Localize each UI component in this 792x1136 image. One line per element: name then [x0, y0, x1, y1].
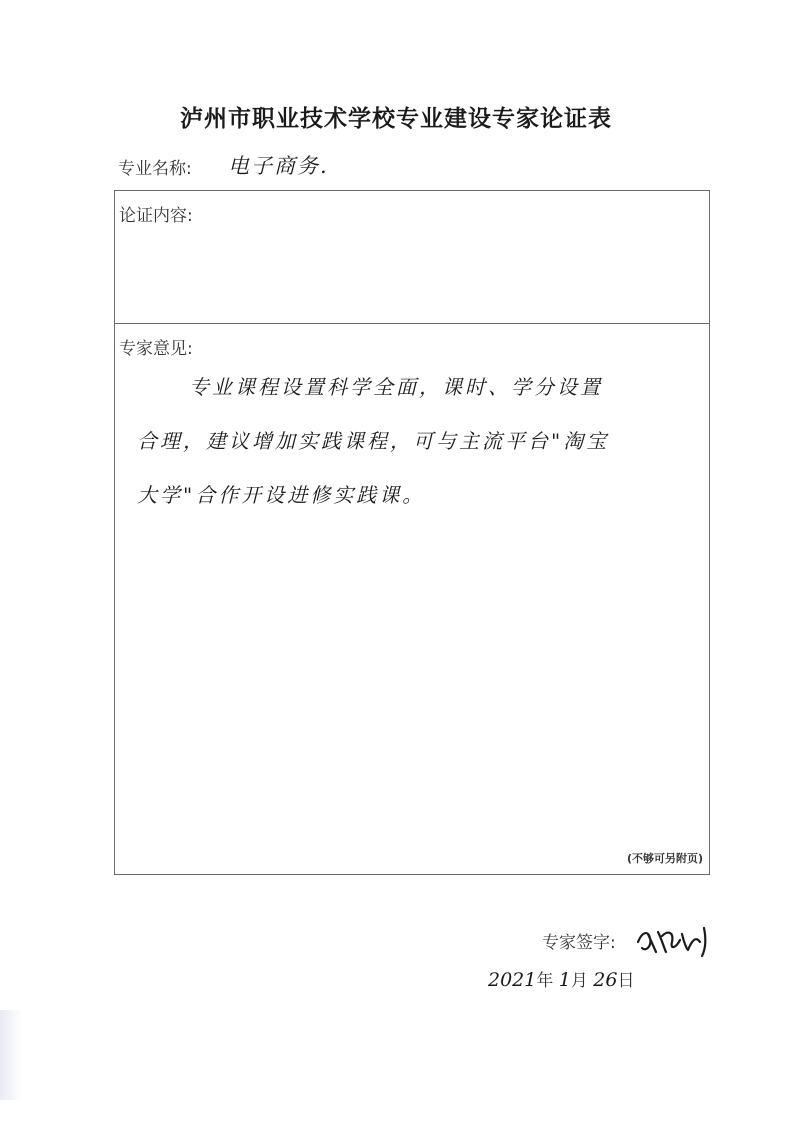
- content-label: 论证内容:: [119, 206, 193, 226]
- major-label: 专业名称:: [118, 159, 192, 179]
- signature-row: [542, 918, 762, 958]
- opinion-section: [115, 324, 709, 874]
- opinion-line: 专业课程设置科学全面，课时、学分设置: [189, 375, 603, 399]
- date-year-handwritten: 2021: [488, 969, 537, 991]
- opinion-label: 专家意见:: [119, 339, 193, 359]
- document-title: 泸州市职业技术学校专业建设专家论证表: [180, 105, 612, 132]
- opinion-line: 合理，建议增加实践课程，可与主流平台"淘宝: [137, 429, 610, 453]
- signature-label: 专家签字:: [542, 933, 616, 953]
- attach-page-note: (不够可另附页): [626, 852, 703, 865]
- content-section: [115, 191, 709, 324]
- date-year-unit: 年: [536, 971, 554, 991]
- handwritten-signature: [632, 918, 722, 958]
- date-month-unit: 月: [570, 971, 588, 991]
- major-value-handwritten: 电子商务.: [228, 154, 329, 178]
- opinion-handwritten-text: [137, 360, 697, 522]
- date-day-unit: 日: [617, 971, 635, 991]
- date-month-handwritten: 1: [558, 969, 571, 991]
- opinion-line: 大学"合作开设进修实践课。: [137, 483, 426, 507]
- date-row: [488, 966, 688, 1000]
- date-day-handwritten: 26: [593, 969, 618, 991]
- scan-smudge: [0, 1010, 22, 1100]
- major-row: [118, 150, 718, 184]
- form-table: [114, 190, 710, 875]
